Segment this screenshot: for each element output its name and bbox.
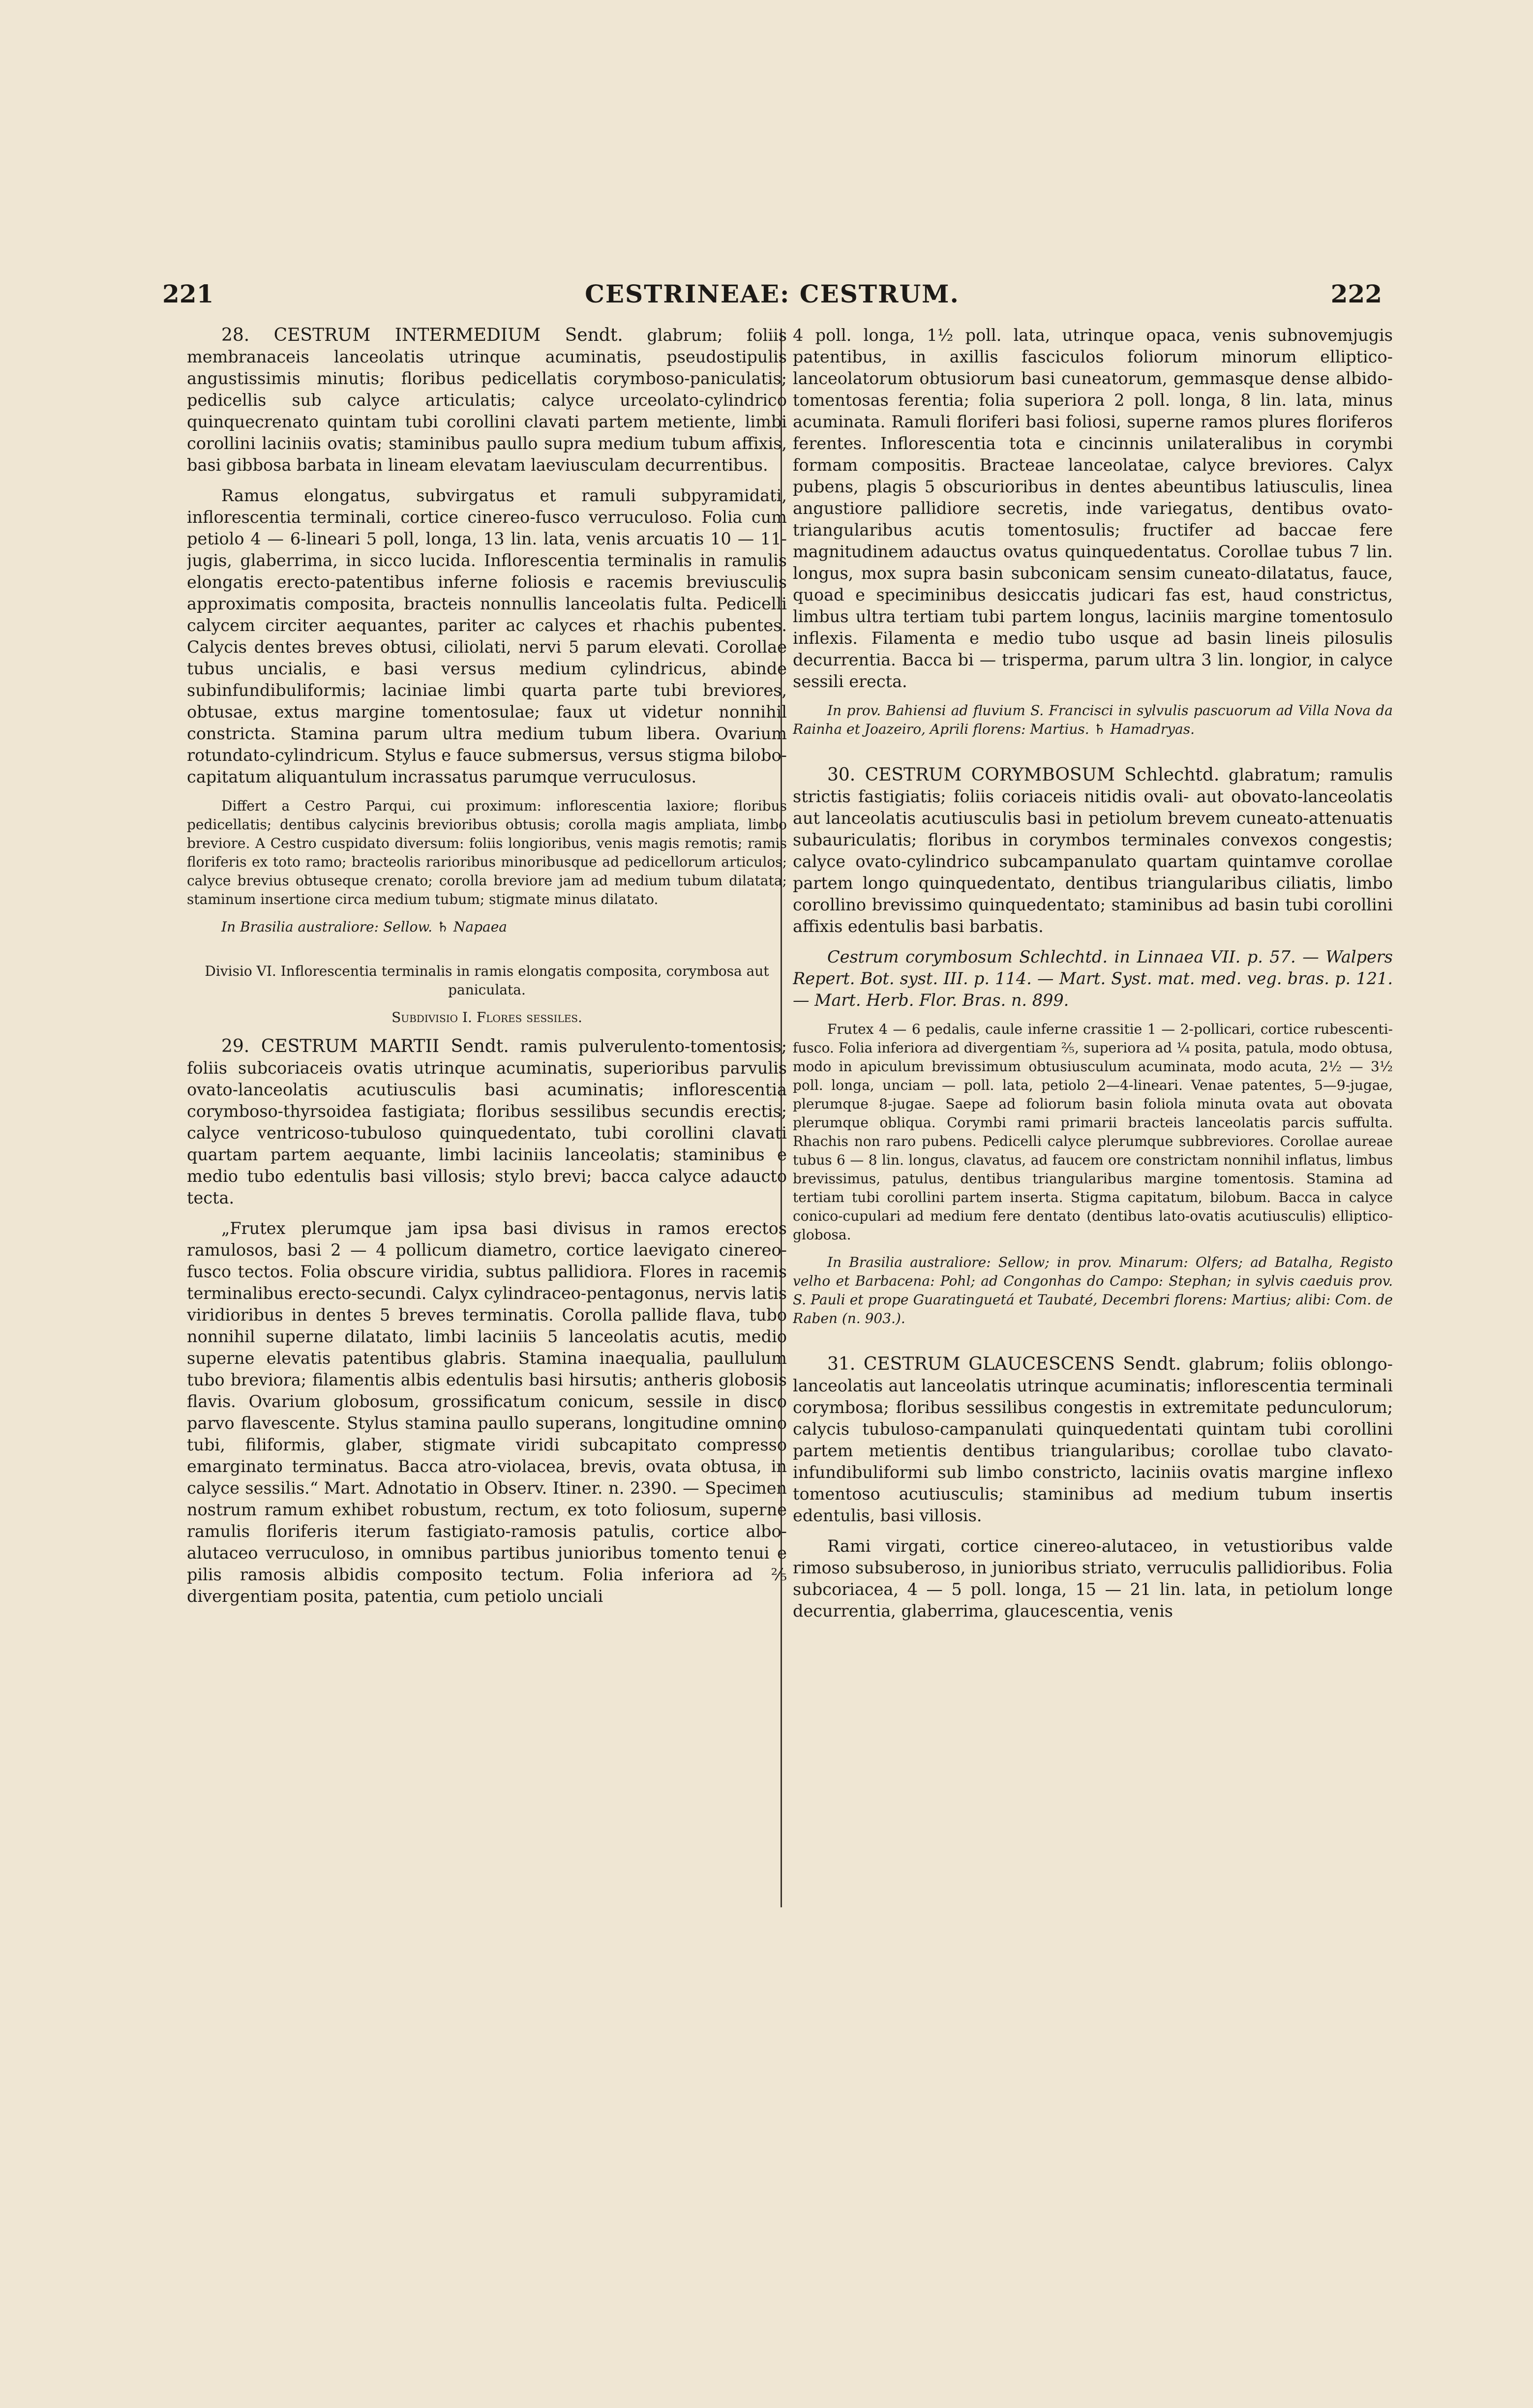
page-number-left: 221: [162, 279, 214, 308]
species-29-diagnosis: [187, 1036, 787, 1209]
species-28-description: Ramus elongatus, subvirgatus et ramuli subpyramidati, inflorescentia terminali, cortice cinereo-fusco verruculoso. Folia cum petiolo 4 — 6-lineari 5 poll, longa, 13 lin. lata, venis arcuatis 10 — 11-jugis, glaberrima, in sicco lucida. Inflorescentia terminalis in ramulis elongatis erecto-patentibus inferne foliosis e racemis breviusculis approximatis composita, bracteis nonnullis lanceolatis fulta. Pedicelli calycem circiter aequantes, pariter ac calyces et rhachis pubentes. Calycis dentes breves obtusi, ciliolati, nervi 5 parum elevati. Corollae tubus uncialis, e basi versus medium cylindricus, abinde subinfundibuliformis; laciniae limbi quarta parte tubi breviores, obtusae, extus margine tomentosulae; faux ut videtur nonnihil constricta. Stamina parum ultra medium tubum libera. Ovarium rotundato-cylindricum. Stylus e fauce submersus, versus stigma bilobo-capitatum aliquantulum incrassatus parumque verruculosus.: [187, 486, 787, 786]
species-30-diagnosis: [793, 764, 1393, 937]
species-28-diagnosis: [187, 325, 787, 476]
species-29-continuation: 4 poll. longa, 1½ poll. lata, utrinque opaca, venis subnovemjugis patentibus, in axillis fasciculos foliorum minorum elliptico-lanceolatorum obtusiorum basi cuneatorum, gemmasque dense albido-tomentosas ferentia; folia superiora 2 poll. longa, 8 lin. lata, minus acuminata. Ramuli floriferi basi foliosi, superne ramos plures floriferos ferentes. Inflorescentia tota e cincinnis unilateralibus in corymbi formam compositis. Bracteae lanceolatae, calyce breviores. Calyx pubens, plagis 5 obscurioribus in dentes abeuntibus latiusculis, linea angustiore pallidiore secretis, inde variegatus, dentibus ovato-triangularibus acutis tomentosulis; fructifer ad baccae fere magnitudinem adauctus ovatus quinquedentatus. Corollae tubus 7 lin. longus, mox supra basin subconicam sensim cuneato-dilatatus, fauce, quoad e speciminibus desiccatis judicari fas est, haud constrictus, limbus ultra tertiam tubi partem longus, laciniis margine tomentosulo inflexis. Filamenta e medio tubo usque ad basin lineis pilosulis decurrentia. Bacca bi — trisperma, parum ultra 3 lin. longior, in calyce sessili erecta.: [793, 326, 1393, 691]
left-column: [187, 325, 787, 1928]
species-28-heading: 28. CESTRUM INTERMEDIUM Sendt.: [221, 325, 623, 345]
species-29-heading: 29. CESTRUM MARTII Sendt.: [221, 1036, 509, 1056]
species-30-synonymy: Cestrum corymbosum Schlechtd. in Linnaea VII. p. 57. — Walpers Repert. Bot. syst. III. p. 114. — Mart. Syst. mat. med. veg. bras. p. 121. — Mart. Herb. Flor. Bras. n. 899.: [793, 947, 1393, 1010]
right-column: [793, 325, 1393, 1928]
species-28-locality: In Brasilia australiore: Sellow. ♄ Napaea: [221, 919, 507, 935]
species-30-heading: 30. CESTRUM CORYMBOSUM Schlechtd.: [827, 765, 1220, 785]
species-28-diagnosis-text: glabrum; foliis membranaceis lanceolatis utrinque acuminatis, pseudostipulis angustissimis minutis; floribus pedicellatis corymboso-paniculatis; pedicellis sub calyce articulatis; calyce urceolato-cylindrico quinquecrenato quintam tubi corollini clavati partem metiente, limbi corollini laciniis ovatis; staminibus paullo supra medium tubum affixis, basi gibbosa barbata in lineam elevatam laeviusculam decurrentibus.: [187, 326, 787, 475]
species-29-locality: In prov. Bahiensi ad fluvium S. Francisci in sylvulis pascuorum ad Villa Nova da Rainha et Joazeiro, Aprili florens: Martius. ♄ Hamadryas.: [793, 702, 1393, 737]
species-29-quotation: „Frutex plerumque jam ipsa basi divisus in ramos erectos ramulosos, basi 2 — 4 pollicum diametro, cortice laevigato cinereo-fusco tectos. Folia obscure viridia, subtus pallidiora. Flores in racemis terminalibus erecto-secundi. Calyx cylindraceo-pentagonus, nervis latis viridioribus in dentes 5 breves terminatis. Corolla pallide flava, tubo nonnihil superne dilatato, limbi laciniis 5 lanceolatis acutis, medio superne elevatis patentibus glabris. Stamina inaequalia, paullulum tubo breviora; filamentis albis edentulis basi hirsutis; antheris globosis flavis. Ovarium globosum, grossificatum conicum, sessile in disco parvo flavescente. Stylus stamina paullo superans, longitudine omnino tubi, filiformis, glaber, stigmate viridi subcapitato compresso emarginato terminatus. Bacca atro-violacea, brevis, ovata obtusa, in calyce sessilis.“ Mart. Adnotatio in Observ. Itiner. n. 2390. — Specimen nostrum ramum exhibet robustum, rectum, ex toto foliosum, superne ramulis floriferis iterum fastigiato-ramosis patulis, cortice albo-alutaceo verruculoso, in omnibus partibus junioribus tomento tenui e pilis ramosis albidis composito tectum. Folia inferiora ad ⅖ divergentiam posita, patentia, cum petiolo unciali: [187, 1219, 787, 1606]
subdivisio-heading: Subdivisio I. Flores sessiles.: [391, 1009, 582, 1025]
species-30-locality: In Brasilia australiore: Sellow; in prov. Minarum: Olfers; ad Batalha, Registo velho et Barbacena: Pohl; ad Congonhas do Campo: Stephan; in sylvis caeduis prov. S. Pauli et prope Guaratinguetá et Taubaté, Decembri florens: Martius; alibi: Com. de Raben (n. 903.).: [793, 1254, 1393, 1326]
divisio-heading: Divisio VI. Inflorescentia terminalis in ramis elongatis composita, corymbosa aut paniculata.: [205, 963, 769, 998]
species-31-description: Rami virgati, cortice cinereo-alutaceo, in vetustioribus valde rimoso subsuberoso, in junioribus striato, verruculis pallidioribus. Folia subcoriacea, 4 — 5 poll. longa, 15 — 21 lin. lata, in petiolum longe decurrentia, glaberrima, glaucescentia, venis: [793, 1536, 1393, 1621]
running-header: [162, 279, 1382, 314]
running-title: CESTRINEAE: CESTRUM.: [585, 279, 960, 308]
page-number-right: 222: [1330, 279, 1382, 308]
species-28-note: Differt a Cestro Parqui, cui proximum: inflorescentia laxiore; floribus pedicellatis; dentibus calycinis brevioribus obtusis; corolla magis ampliata, limbo breviore. A Cestro cuspidato diversum: foliis longioribus, venis magis remotis; ramis floriferis ex toto ramo; bracteolis rarioribus minoribusque ad pedicellorum articulos; calyce brevius obtuseque crenato; corolla breviore jam ad medium tubum dilatata; staminum insertione circa medium tubum; stigmate minus dilatato.: [187, 798, 787, 907]
species-31-heading: 31. CESTRUM GLAUCESCENS Sendt.: [827, 1354, 1181, 1374]
species-30-description: Frutex 4 — 6 pedalis, caule inferne crassitie 1 — 2-pollicari, cortice rubescenti-fusco. Folia inferiora ad divergentiam ⅖, superiora ad ¼ posita, patula, modo obtusa, modo in apiculum brevissimum obtusiusculum acuminata, modo acuta, 2½ — 3½ poll. longa, unciam — poll. lata, petiolo 2—4-lineari. Venae patentes, 5—9-jugae, plerumque 8-jugae. Saepe ad foliorum basin foliola minuta ovata aut obovata plerumque obliqua. Corymbi rami primarii bracteis lanceolatis parcis suffulta. Rhachis non raro pubens. Pedicelli calyce plerumque subbreviores. Corollae aureae tubus 6 — 8 lin. longus, clavatus, ad faucem ore constrictam nonnihil inflatus, limbus brevissimus, patulus, dentibus triangularibus margine tomentosis. Stamina ad tertiam tubi corollini partem inserta. Stigma capitatum, bilobum. Bacca in calyce conico-cupulari ad medium fere dentato (dentibus lato-ovatis acutiusculis) elliptico-globosa.: [793, 1021, 1393, 1243]
species-31-diagnosis: [793, 1354, 1393, 1527]
species-29-diagnosis-text: ramis pulverulento-tomentosis; foliis subcoriaceis ovatis utrinque acuminatis, superioribus parvulis ovato-lanceolatis acutiusculis basi acuminatis; inflorescentia corymboso-thyrsoidea fastigiata; floribus sessilibus secundis erectis; calyce ventricoso-tubuloso quinquedentato, tubi corollini clavati quartam partem aequante, limbi laciniis lanceolatis; staminibus e medio tubo edentulis basi villosis; stylo brevi; bacca calyce adaucto tecta.: [187, 1037, 787, 1207]
species-30-diagnosis-text: glabratum; ramulis strictis fastigiatis; foliis coriaceis nitidis ovali- aut obovato-lanceolatis aut lanceolatis acutiusculis basi in petiolum brevem cuneato-attenuatis subauriculatis; floribus in corymbos terminales convexos congestis; calyce ovato-cylindrico subcampanulato quartam quintamve corollae partem longo quinquedentato, dentibus triangularibus ciliatis, limbo corollino brevissimo quinquedentato; staminibus ad basin tubi corollini affixis edentulis basi barbatis.: [793, 765, 1393, 936]
species-31-diagnosis-text: glabrum; foliis oblongo-lanceolatis aut lanceolatis utrinque acuminatis; inflorescentia terminali corymbosa; floribus sessilibus congestis in extremitate pedunculorum; calycis tubuloso-campanulati quinquedentati quintam tubi corollini partem metientis dentibus triangularibus; corollae tubo clavato-infundibuliformi sub limbo constricto, laciniis ovatis margine inflexo tomentoso acutiusculis; staminibus ad medium tubum insertis edentulis, basi villosis.: [793, 1354, 1393, 1525]
